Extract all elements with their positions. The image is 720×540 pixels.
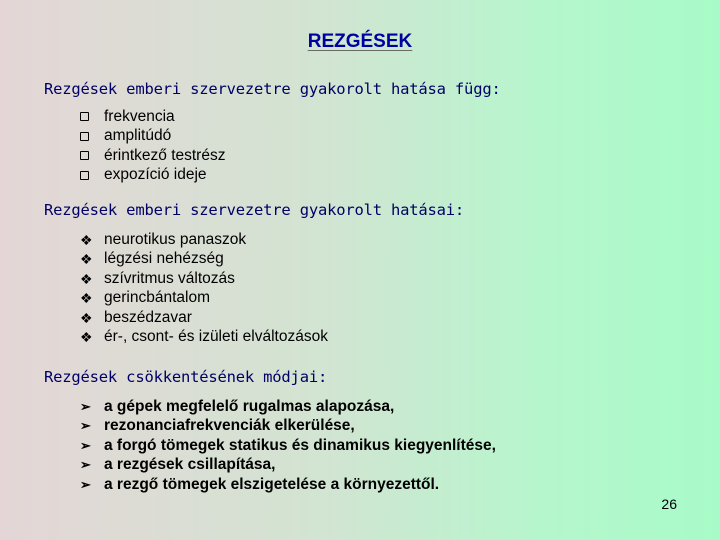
list-item [80, 289, 328, 309]
four-diamond-bullet-icon: ❖ [80, 309, 93, 326]
list-item-text: a forgó tömegek statikus és dinamikus kiegyenlítése, [104, 436, 496, 454]
page-number: 26 [661, 496, 677, 512]
four-diamond-bullet-icon: ❖ [80, 231, 93, 248]
section-heading-dependence: Rezgések emberi szervezetre gyakorolt hatása függ: [44, 80, 501, 98]
list-item [80, 166, 225, 186]
list-reduction-methods [80, 397, 496, 495]
four-diamond-bullet-icon: ❖ [80, 251, 93, 268]
four-diamond-bullet-icon: ❖ [80, 290, 93, 307]
list-item [80, 230, 328, 250]
list-item-text: ér-, csont- és izületi elváltozások [104, 328, 328, 346]
list-item-text: érintkező testrész [104, 146, 226, 164]
list-item-text: expozíció ideje [104, 166, 207, 184]
list-item-text: a rezgések csillapítása, [104, 456, 276, 474]
list-item [80, 475, 496, 495]
list-item [80, 269, 328, 289]
arrowhead-bullet-icon: ➢ [80, 437, 91, 453]
four-diamond-bullet-icon: ❖ [80, 329, 93, 346]
four-diamond-bullet-icon: ❖ [80, 270, 93, 287]
list-item-text: beszédzavar [104, 308, 192, 326]
list-item-text: a rezgő tömegek elszigetelése a környezettől. [104, 475, 440, 493]
arrowhead-bullet-icon: ➢ [80, 398, 91, 414]
page-title: REZGÉSEK [307, 31, 413, 52]
checkbox-bullet-icon [80, 132, 104, 141]
list-item [80, 328, 328, 348]
list-item [80, 436, 496, 456]
arrowhead-bullet-icon: ➢ [80, 418, 91, 434]
section-heading-effects: Rezgések emberi szervezetre gyakorolt hatásai: [44, 201, 465, 219]
list-item-text: gerincbántalom [104, 289, 210, 307]
checkbox-bullet-icon [80, 112, 104, 121]
list-item [80, 308, 328, 328]
checkbox-bullet-icon [80, 151, 104, 160]
list-item-text: neurotikus panaszok [104, 230, 247, 248]
arrowhead-bullet-icon: ➢ [80, 476, 91, 492]
list-item [80, 250, 328, 270]
list-item-text: a gépek megfelelő rugalmas alapozása, [104, 397, 395, 415]
list-item [80, 417, 496, 437]
list-item-text: amplitúdó [104, 127, 172, 145]
list-item [80, 456, 496, 476]
list-item [80, 146, 225, 166]
list-item [80, 397, 496, 417]
list-item-text: légzési nehézség [104, 250, 224, 268]
checkbox-bullet-icon [80, 171, 104, 180]
list-item-text: frekvencia [104, 107, 175, 125]
list-effects [80, 230, 328, 347]
list-item-text: rezonanciafrekvenciák elkerülése, [104, 417, 355, 435]
arrowhead-bullet-icon: ➢ [80, 457, 91, 473]
list-dependence-factors [80, 107, 225, 185]
list-item [80, 107, 225, 127]
section-heading-reduction: Rezgések csökkentésének módjai: [44, 368, 328, 386]
list-item [80, 127, 225, 147]
list-item-text: szívritmus változás [104, 269, 235, 287]
